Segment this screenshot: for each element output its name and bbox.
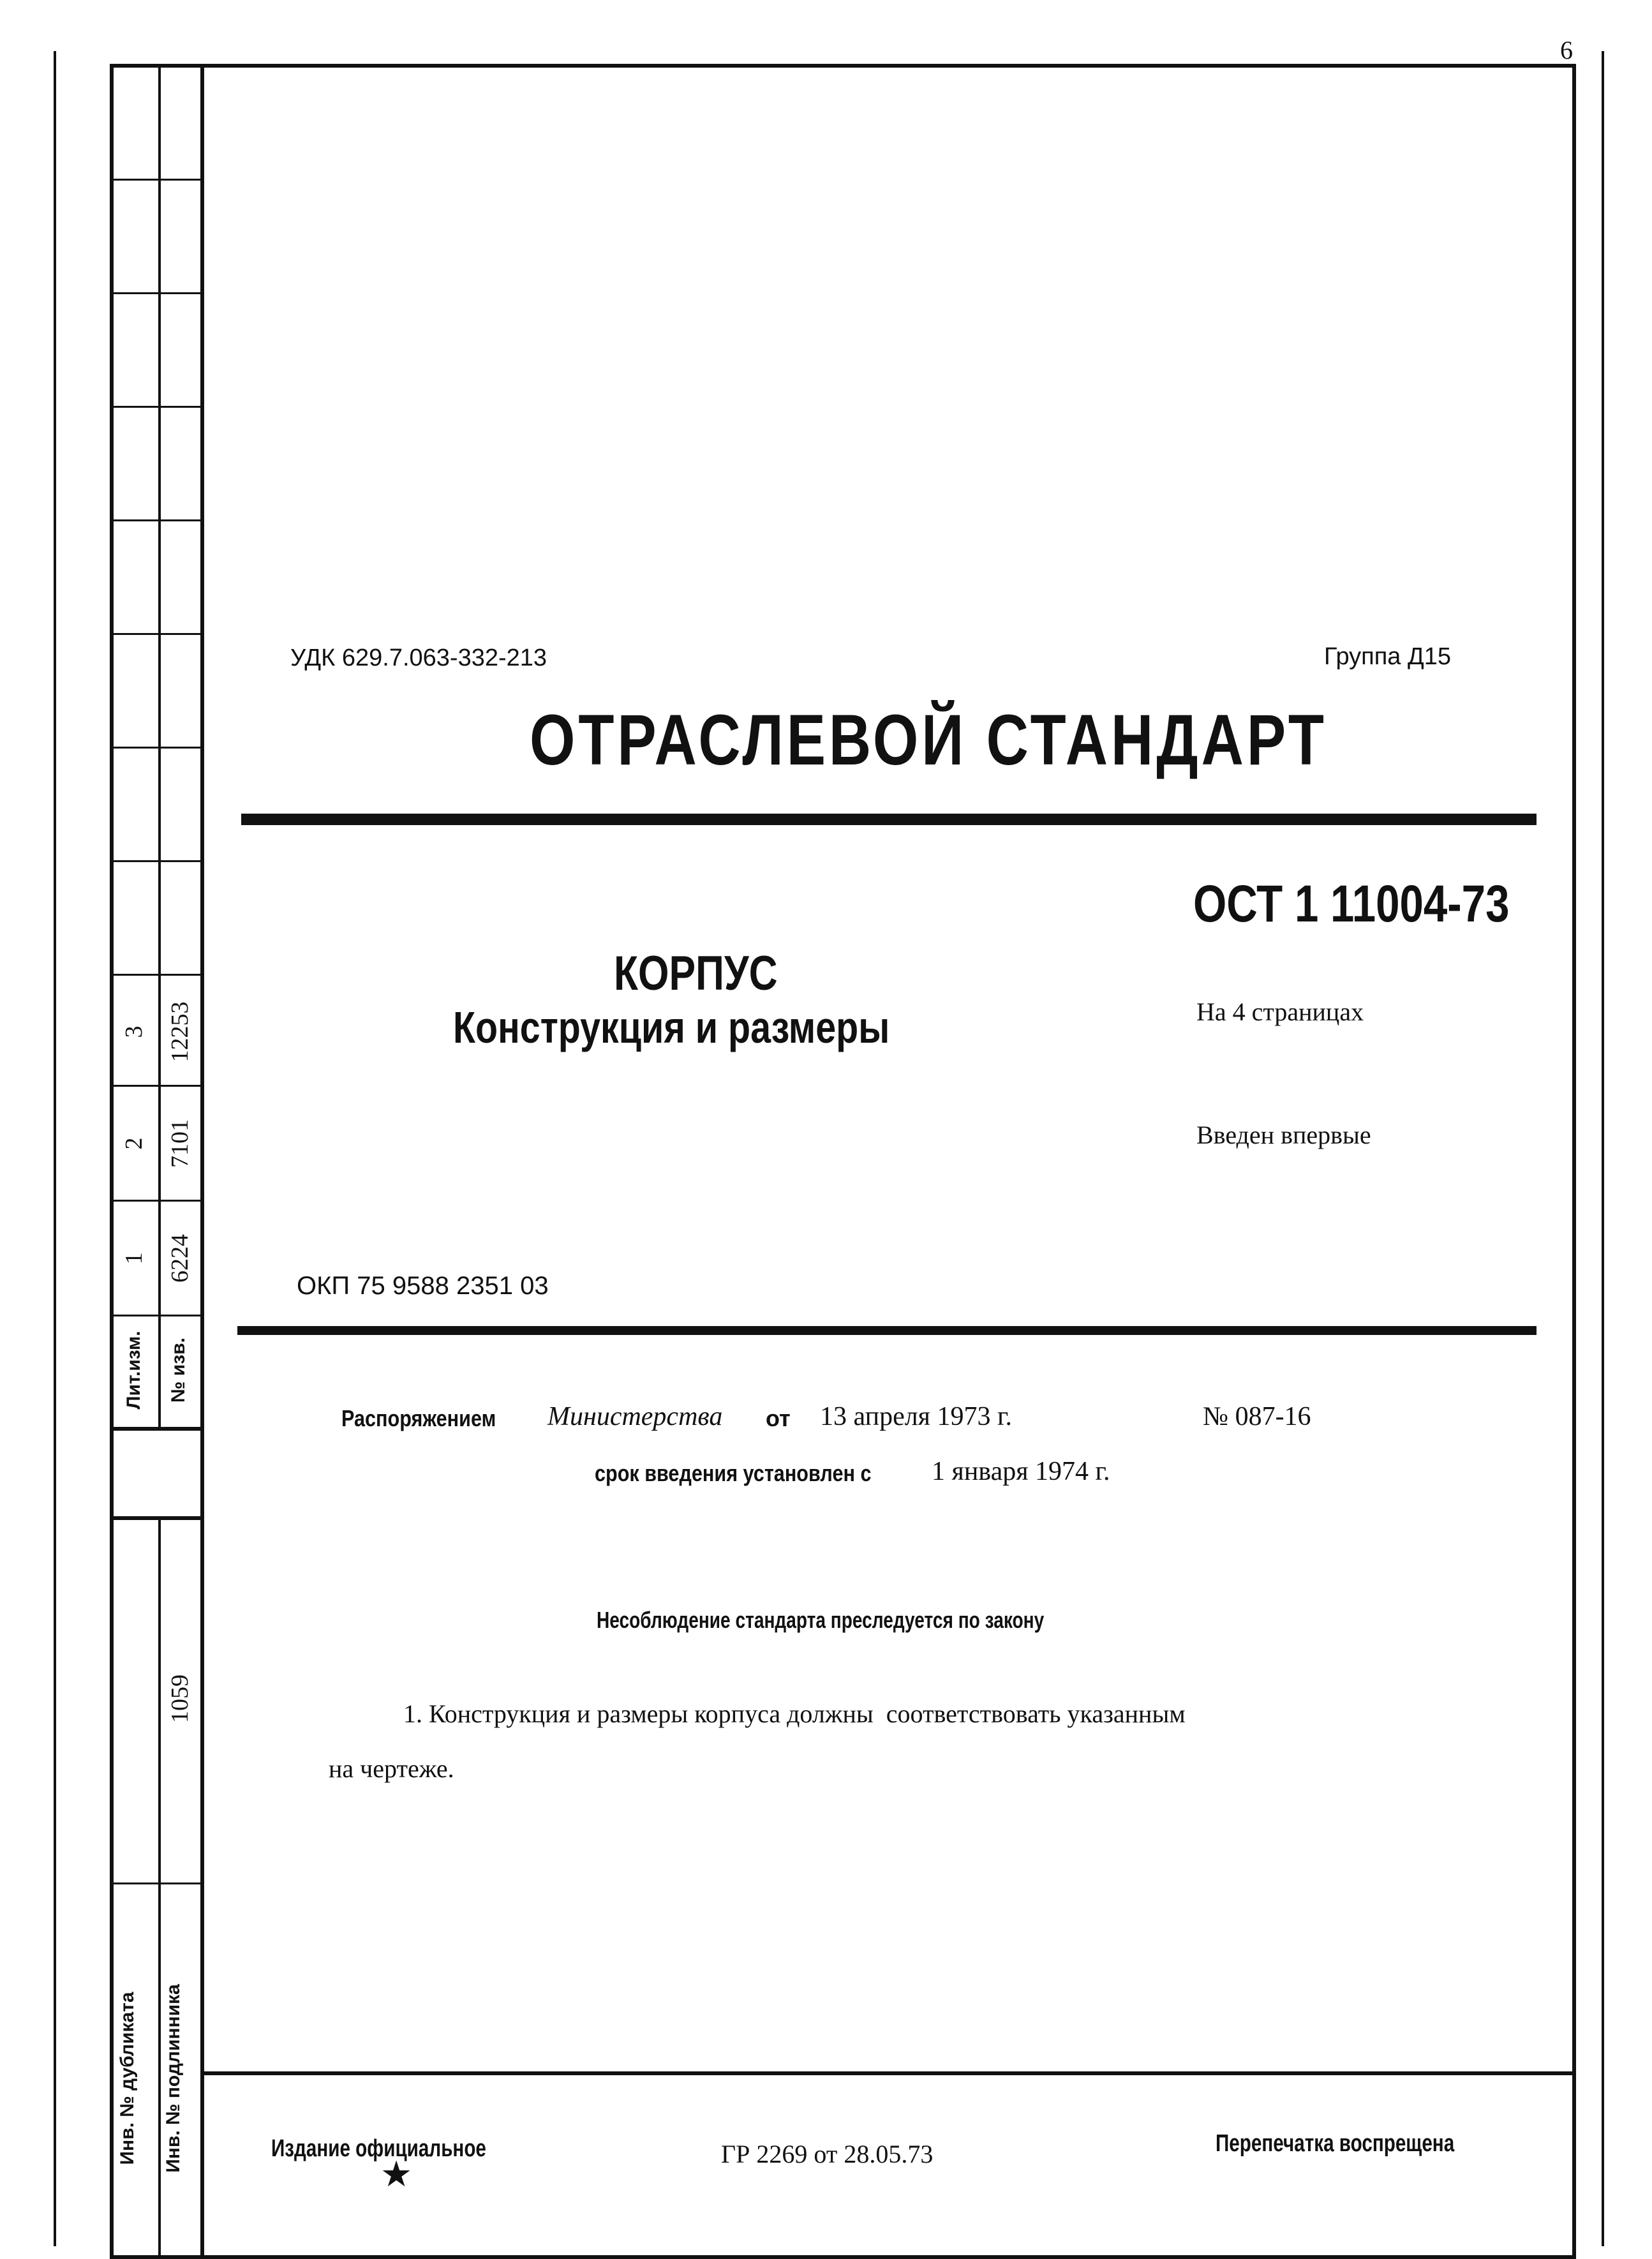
effective-label: срок введения установлен с (595, 1460, 872, 1486)
legal-warning: Несоблюдение стандарта преследуется по закону (597, 1607, 1045, 1633)
order-date: 13 апреля 1973 г. (820, 1402, 1012, 1431)
subject-name: КОРПУС (614, 946, 778, 1001)
introduced-note: Введен впервые (1196, 1121, 1371, 1149)
side-rule (110, 1085, 200, 1087)
side-rule (110, 519, 200, 521)
document-title: ОТРАСЛЕВОЙ СТАНДАРТ (530, 700, 1327, 780)
standard-number: ОСТ 1 11004-73 (1193, 875, 1510, 933)
pages-info: На 4 страницах (1196, 997, 1364, 1026)
side-rule (110, 860, 200, 862)
effective-date: 1 января 1974 г. (932, 1457, 1110, 1486)
side-rule (110, 406, 200, 408)
order-label: Распоряжением (341, 1405, 496, 1431)
side-strip-col-1 (158, 64, 161, 1428)
paragraph-line-2: на чертеже. (329, 1754, 454, 1783)
inventory-block-top (110, 1516, 200, 1520)
side-strip-col-1b (158, 1519, 161, 2259)
side-col-header-izv: № изв. (168, 1338, 189, 1403)
udk-code: УДК 629.7.063-332-213 (290, 645, 547, 671)
footer-rule (204, 2071, 1576, 2075)
side-rule (110, 179, 200, 181)
order-ministry: Министерства (547, 1402, 723, 1431)
edition-label: Издание официальное (271, 2135, 486, 2162)
reprint-notice: Перепечатка воспрещена (1216, 2130, 1455, 2157)
side-rule (110, 747, 200, 749)
side-row-izv: 7101 (167, 1119, 193, 1168)
side-row-lit: 3 (121, 1025, 147, 1038)
side-rule (110, 1200, 200, 1202)
order-number: № 087-16 (1203, 1402, 1311, 1431)
side-rule (110, 292, 200, 294)
binding-line-left (54, 51, 56, 2246)
side-rule (110, 1315, 200, 1316)
star-icon: ★ (380, 2154, 413, 2195)
document-frame (110, 64, 1576, 2259)
side-strip-col-2 (200, 64, 204, 2259)
order-from: от (766, 1405, 791, 1431)
side-row-lit: 2 (121, 1137, 147, 1150)
subject-subtitle: Конструкция и размеры (453, 1003, 890, 1052)
paragraph-line-1: 1. Конструкция и размеры корпуса должны соответствовать указанным (403, 1699, 1186, 1728)
title-rule (241, 814, 1537, 825)
okp-rule (237, 1326, 1537, 1335)
side-rule (110, 1882, 200, 1884)
side-inventory-orig-value: 1059 (167, 1674, 193, 1723)
binding-line-right (1602, 51, 1604, 2246)
side-row-lit: 1 (121, 1252, 147, 1265)
side-inventory-orig-label: Инв. № подлинника (163, 1984, 184, 2173)
side-rule (110, 974, 200, 976)
side-row-izv: 6224 (167, 1234, 193, 1283)
side-rule (110, 633, 200, 635)
side-col-header-lit: Лит.изм. (123, 1331, 144, 1410)
side-row-izv: 12253 (167, 1001, 193, 1062)
side-table-bottom (110, 1427, 200, 1431)
page-number: 6 (1560, 36, 1573, 64)
okp-code: ОКП 75 9588 2351 03 (297, 1272, 549, 1300)
gr-registration: ГР 2269 от 28.05.73 (721, 2140, 934, 2168)
group-code: Группа Д15 (1324, 643, 1451, 670)
side-inventory-dup-label: Инв. № дубликата (117, 1992, 138, 2165)
